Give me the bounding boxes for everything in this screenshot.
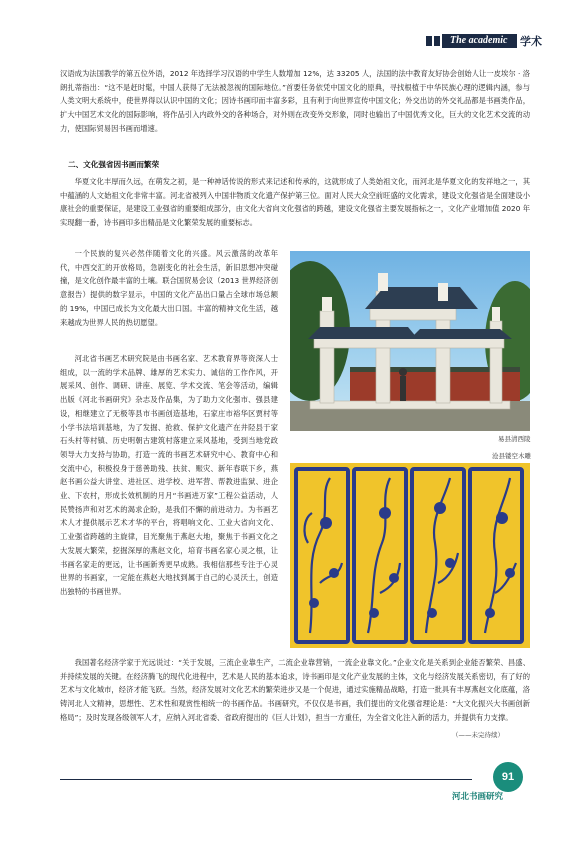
paragraph-5: 我国著名经济学家于光远说过：“关于发展，三流企业靠生产，二流企业靠营销，一流企业靠文化。”企业文化是关系到企业能否繁荣、昌盛、并持续发展的关键。在经济腾飞的现代化进程中，艺术是人民的基本追求，诗书画印是文化产业发展的主体，文化与经济发展关系密切，有了好的艺术与文化城市，经济才能飞跃。当然，经济发展对文化艺术的繁荣进步又是一个促进，通过实施精品战略，打造一批具有丰厚燕赵文化底蕴，洛铸河北人文精神，思想性、艺术性和观赏性相统一的书画作品。书画研究，不仅仅是书画，我们提出的文化强省理论是：“大文化振兴大书画创新格局”；及时发现各级领军人才，应纳入河北省委、省政府提出的《巨人计划》，担当一方重任，为全省文化注入新的活力，并提供有力支撑。 — [60, 658, 530, 722]
paragraph-3: 一个民族的复兴必然伴随着文化的兴盛。风云激荡的改革年代，中西交汇的开放格局，急剧变化的社会生活，新旧思想冲突碰撞，是文化创作最丰富的土壤。联合国贸易会议（2013 世界经济创意报告）提供的数字显示，中国的文化产品出口量占全球市场总额的 19%，中国已成长为文化最大出口国。丰富的精神文化生活，越来越成为世界人民的热切愿望。 — [60, 249, 278, 327]
section-label-cn: 学术 — [520, 35, 542, 48]
publication-name: 河北书画研究 — [452, 792, 504, 802]
figure-2-caption: 沧县镂空木雕 — [492, 452, 531, 460]
header-decor-block — [426, 36, 432, 46]
paragraph-1: 汉语成为法国教学的第五位外语，2012 年选择学习汉语的中学生人数增加 12%，达 33205 人，法国的法中教育友好协会创始人让一皮埃尔 · 洛朗扎蒂指出：“这不是赶时髦，中国人获得了无法被忽视的国际地位。”首要任务依凭中国文化的原典，寻找根植于中华民族心理的逻辑内涵，参与人类文明大系统中，使世界得以认识中国的文化；因诗书画印而丰富多彩，且有利于向世界宣传中国文化；外交出访的外交礼品都是书画类作品，扩大中国艺术文化的国际影响，将作品引入内政外交的各种场合，对外则在改变外交形象，同时也输出了中国优秀文化，巨大的文化艺术交流的动力，使国际贸易因书画而增速。 — [60, 69, 530, 133]
photo-stone-archway — [290, 251, 530, 431]
footer-rule — [60, 779, 472, 780]
section-heading: 二、文化强省因书画而繁荣 — [68, 160, 160, 169]
continued-note: （——未完待续） — [452, 731, 504, 739]
paragraph-2: 华夏文化丰厚而久远，在萌发之初，是一种神话传说的形式来记述和传承的，这就形成了人类始祖文化，而河北是华夏文化的发祥地之一，其中蕴涵的人文始祖文化非常丰富。河北省被列入中国非物质文化遗产保护第三位。面对人民大众空前旺盛的文化需求，建设文化强省是全面建设小康社会的重要保证，是建设工业强省的重要组成部分，由文化大省向文化强省的跨越，建设文化强省主要发展指标之一，文化产业增加值 2020 年实现翻一番，诗书画印多出精品是文化繁荣发展的重要标志。 — [60, 177, 530, 228]
section-label-en: The academic — [442, 34, 517, 48]
figure-1-caption: 易县清西陵 — [498, 435, 531, 443]
paragraph-4: 河北省书画艺术研究院是由书画名家、艺术教育界等资深人士组成，以一流的学术品牌、雄厚的艺术实力、诚信的工作作风，开展采风、创作、调研、讲座、展览、学术交流、笔会等活动，编辑出版《河北书画研究》杂志及作品集，为了助力文化强市、强县建设，相继建立了无极等县市书画创造基地，石家庄市裕华区贾村等小学书法培训基地，为了发掘、抢救、保护文化遗产在井陉县于家石头村等村镇、历史明朝古建筑村落建立采风基地，受到当地党政领导大力支持与协助，打造一流的书画艺术研究中心、教育中心和交流中心，积极投身于慈善助残、扶贫、赈灾、新年春联下乡，燕赵书画公益大讲堂、进社区、进学校、进军营、帮教进监狱、进企业、下农村，形成长效机制的月月“书画进万家”工程公益活动，人民赞扬声和对艺术的渴求企盼，是我们不懈的前进动力。为书画艺术人才提供展示艺术才华的平台，将唱响文化、工业大省向文化、工业强省跨越的主旋律，目光聚焦于燕赵大地，聚焦于书画文化之大发展大繁荣，挖掘深厚的燕赵文化，培育书画名家心灵之根，让书画名家走的更远，让书画新秀更早成熟。我相信那些专注于心灵世界的书画家，一定能在燕赵大地找到属于自己的心灵沃土，创造出独特的书画世界。 — [60, 354, 278, 596]
page-number: 91 — [493, 762, 523, 792]
photo-wood-carving — [290, 463, 530, 648]
header-decor-block — [434, 36, 440, 46]
